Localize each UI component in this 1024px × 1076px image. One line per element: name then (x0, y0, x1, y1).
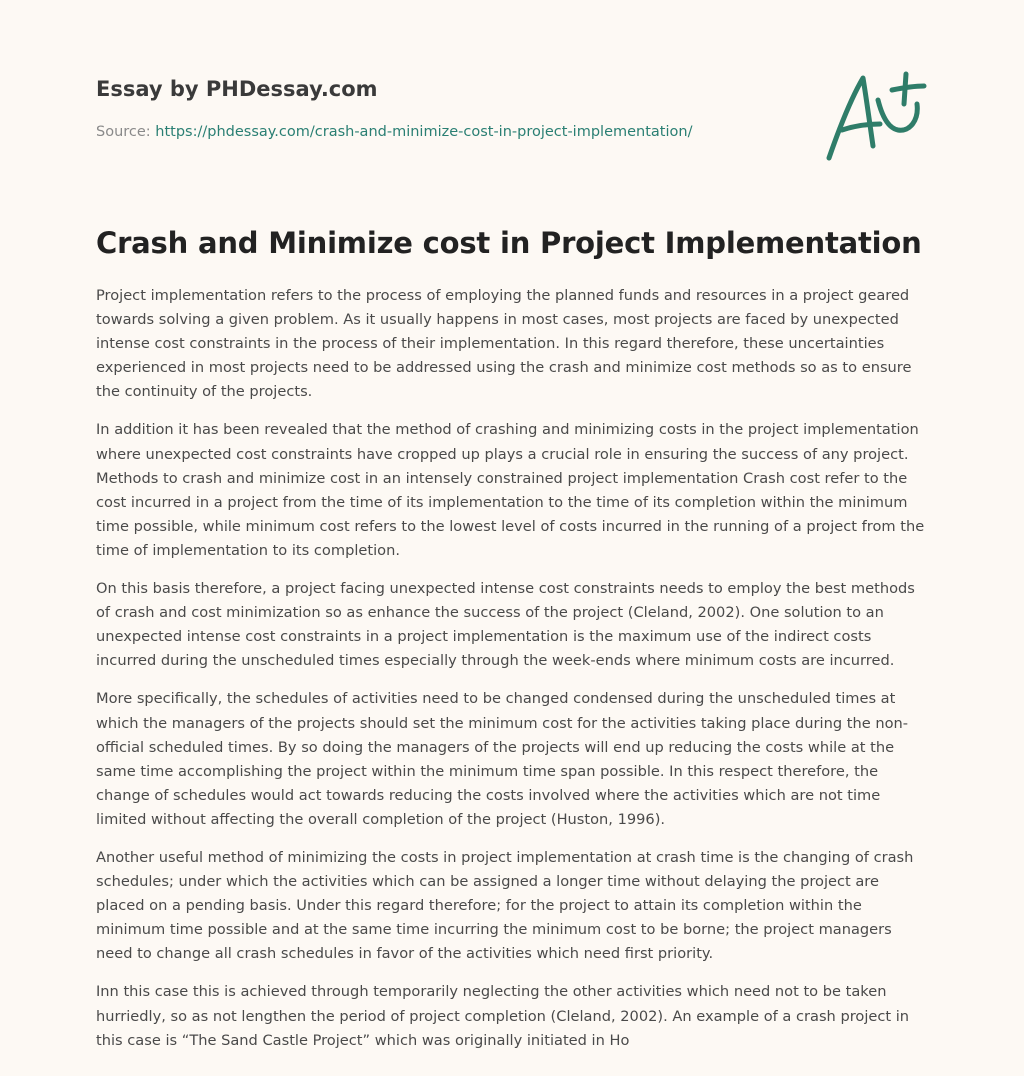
essay-paragraph: More specifically, the schedules of activities need to be changed condensed during the unscheduled times at which the managers of the projects should set the minimum cost for the activities taking place during the non-official scheduled times. By so doing the managers of the projects will end up reducing the costs while at the same time accomplishing the project within the minimum time span possible. In this respect therefore, the change of schedules would act towards reducing the costs involved where the activities which are not time limited without affecting the overall completion of the project (Huston, 1996). (96, 690, 909, 828)
source-line (96, 124, 692, 140)
source-link[interactable]: https://phdessay.com/crash-and-minimize-cost-in-project-implementation/ (155, 124, 693, 140)
a-plus-logo-icon (820, 66, 930, 166)
site-brand: Essay by PHDessay.com (96, 77, 378, 101)
essay-paragraph: On this basis therefore, a project facing unexpected intense cost constraints needs to employ the best methods of crash and cost minimization so as enhance the success of the project (Cleland, 2002). One solution to an unexpected intense cost constraints in a project implementation is the maximum use of the indirect costs incurred during the unscheduled times especially through the week-ends where minimum costs are incurred. (96, 580, 915, 670)
essay-title: Crash and Minimize cost in Project Implementation (96, 226, 922, 260)
essay-paragraph: Project implementation refers to the process of employing the planned funds and resources in a project geared towards solving a given problem. As it usually happens in most cases, most projects are faced by unexpected intense cost constraints in the process of their implementation. In this regard therefore, these uncertainties experienced in most projects need to be addressed using the crash and minimize cost methods so as to ensure the continuity of the projects. (96, 287, 912, 401)
essay-paragraph: In addition it has been revealed that the method of crashing and minimizing costs in the project implementation where unexpected cost constraints have cropped up plays a crucial role in ensuring the success of any project. Methods to crash and minimize cost in an intensely constrained project implementation Crash cost refer to the cost incurred in a project from the time of its implementation to the time of its completion within the minimum time possible, while minimum cost refers to the lowest level of costs incurred in the running of a project from the time of implementation to its completion. (96, 421, 925, 559)
essay-paragraph: Inn this case this is achieved through temporarily neglecting the other activities which need not to be taken hurriedly, so as not lengthen the period of project completion (Cleland, 2002). An example of a crash project in this case is “The Sand Castle Project” which was originally initiated in Ho (96, 983, 910, 1049)
essay-body (96, 284, 930, 1067)
essay-paragraph: Another useful method of minimizing the costs in project implementation at crash time is the changing of crash schedules; under which the activities which can be assigned a longer time without delaying the project are placed on a pending basis. Under this regard therefore; for the project to attain its completion within the minimum time possible and at the same time incurring the minimum cost to be borne; the project managers need to change all crash schedules in favor of the activities which need first priority. (96, 848, 914, 963)
source-label: Source: (96, 124, 151, 140)
